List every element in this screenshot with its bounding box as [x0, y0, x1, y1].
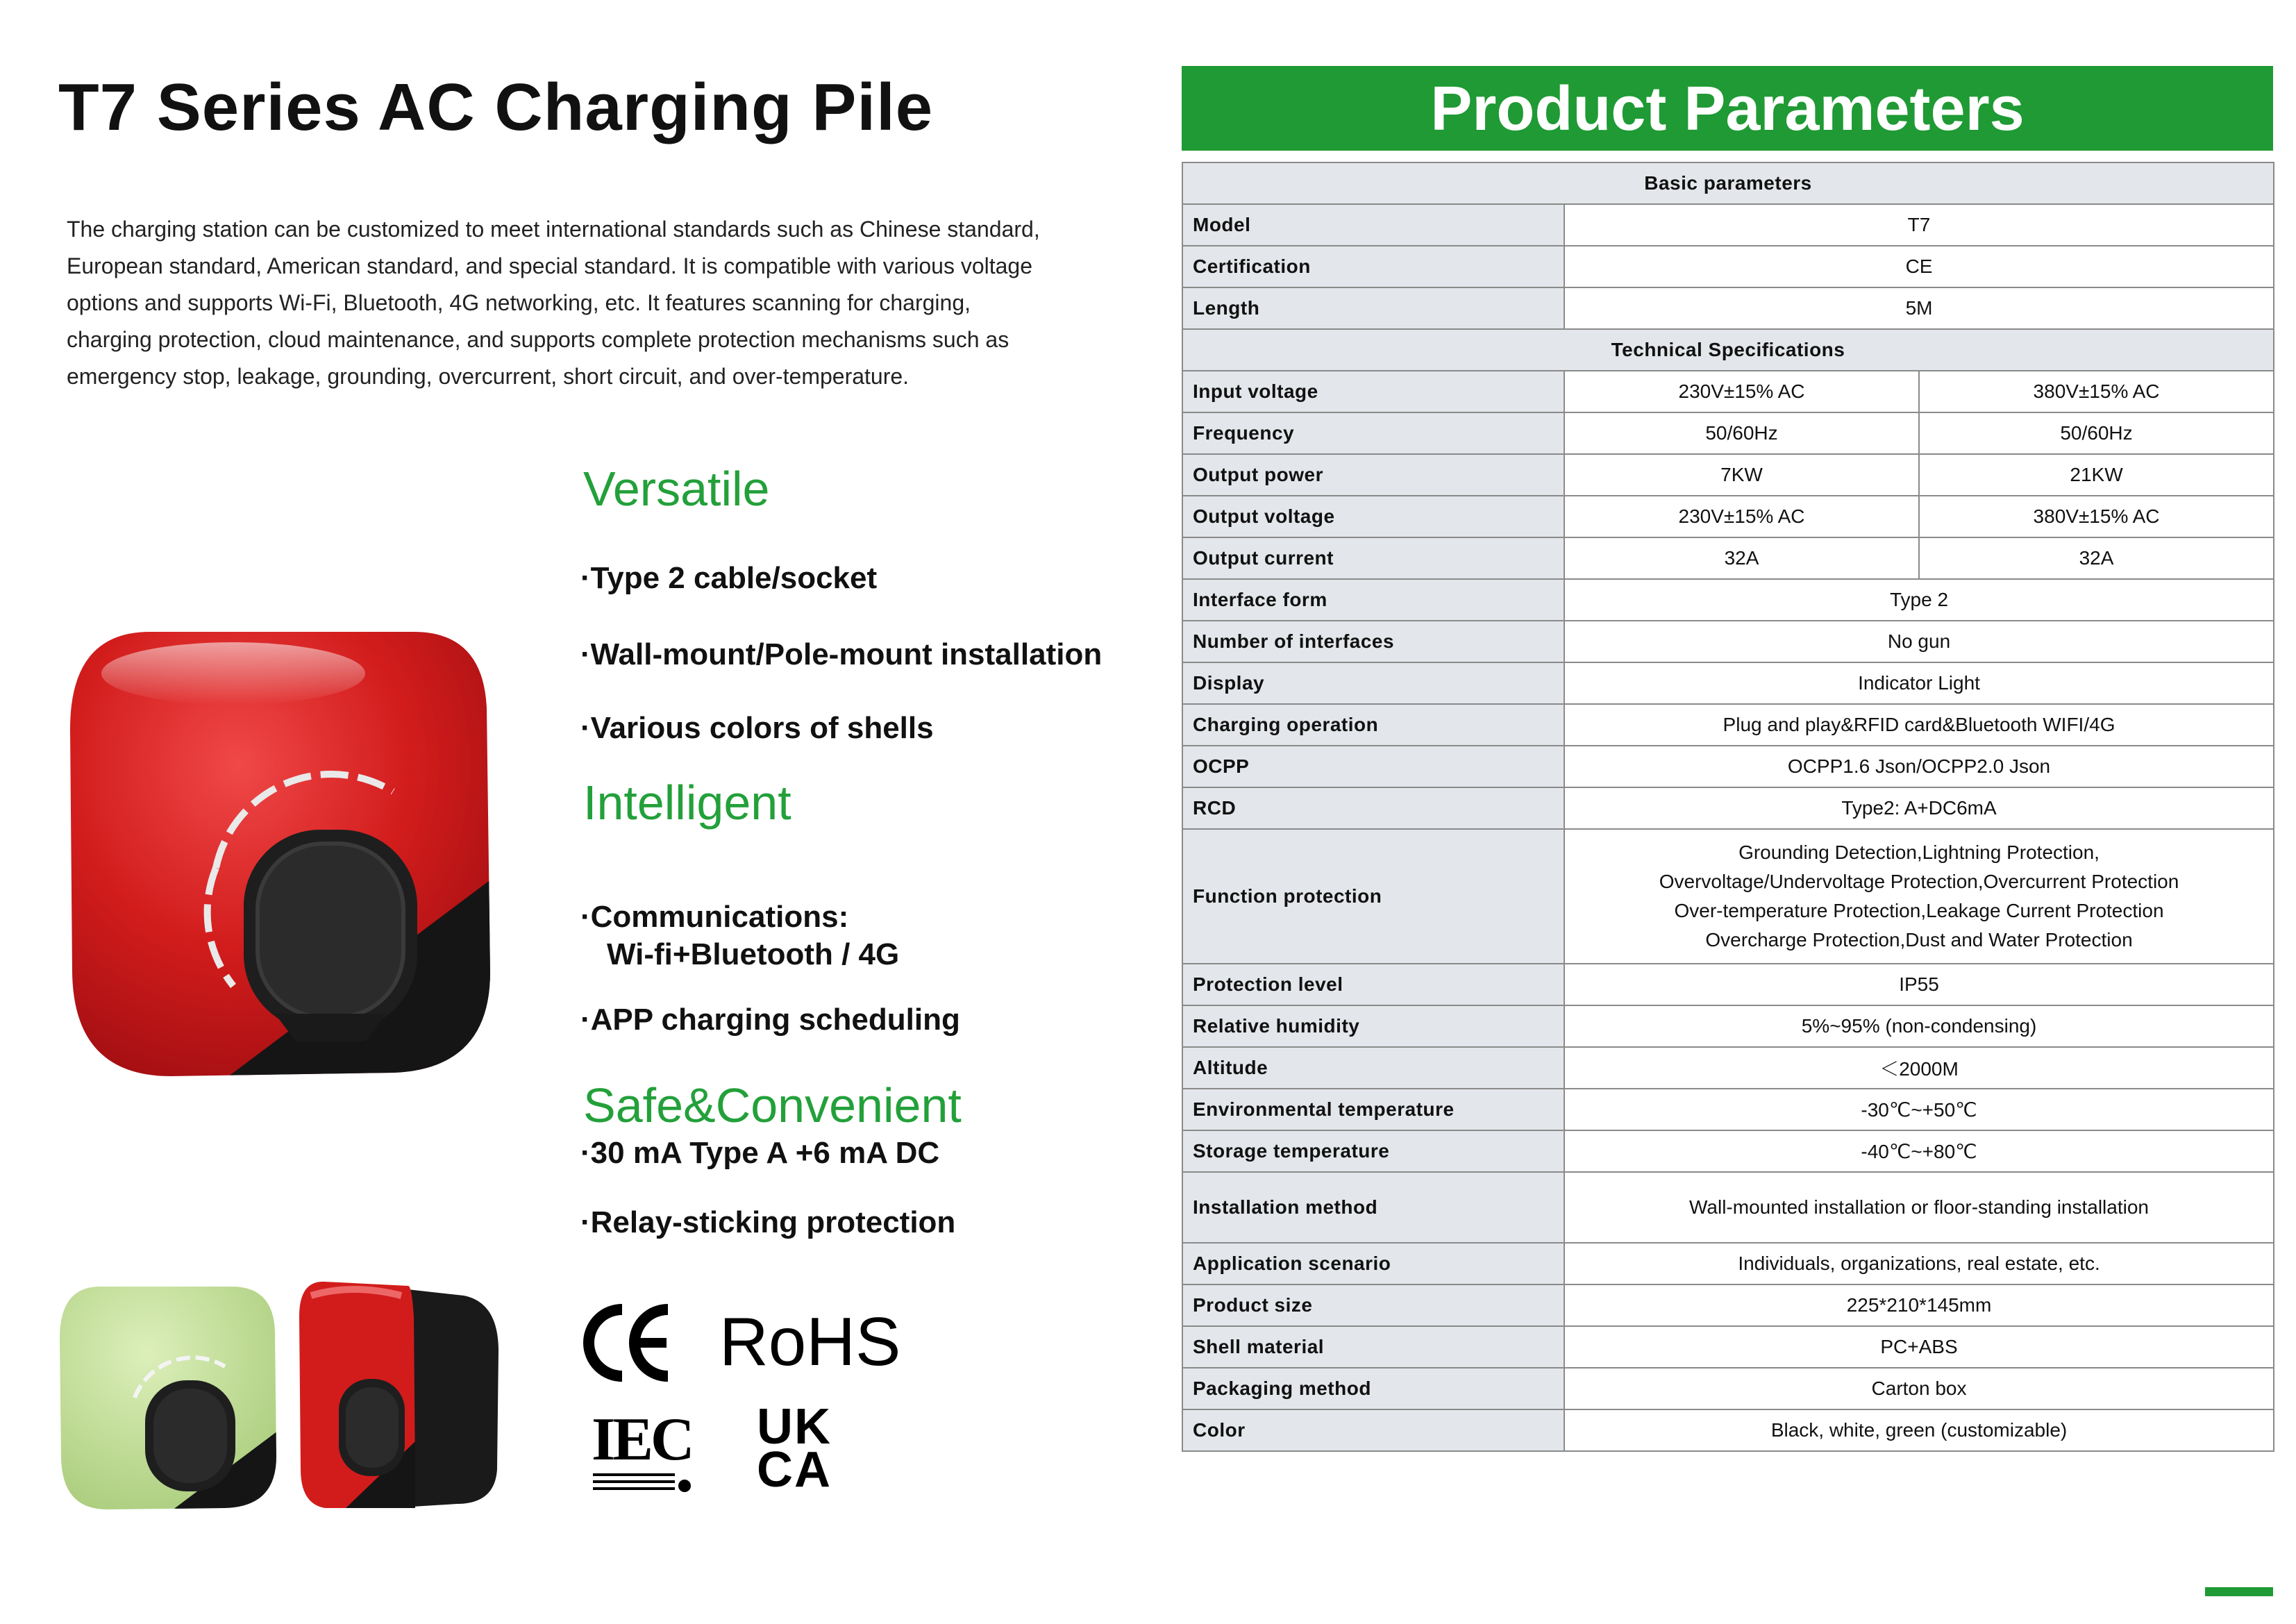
table-row — [1182, 964, 2274, 1005]
row-label: Display — [1182, 662, 1564, 704]
row-value: Wall-mounted installation or floor-standing installation — [1564, 1172, 2274, 1243]
table-row — [1182, 287, 2274, 329]
row-value: IP55 — [1564, 964, 2274, 1005]
row-value: ＜2000M — [1564, 1047, 2274, 1089]
value-line: Over-temperature Protection,Leakage Current Protection — [1674, 900, 2164, 921]
row-value: PC+ABS — [1564, 1326, 2274, 1368]
row-label: Output voltage — [1182, 496, 1564, 537]
table-row — [1182, 621, 2274, 662]
feature-item: ·Wall-mount/Pole-mount installation — [580, 637, 1103, 671]
row-value: No gun — [1564, 621, 2274, 662]
table-row — [1182, 1368, 2274, 1409]
section-heading: Basic parameters — [1182, 162, 2274, 204]
row-value-7kw: 230V±15% AC — [1564, 496, 1919, 537]
table-row — [1182, 1089, 2274, 1130]
section-heading: Technical Specifications — [1182, 329, 2274, 371]
table-section-row — [1182, 329, 2274, 371]
feature-item: ·Communications: — [580, 900, 849, 934]
row-label: OCPP — [1182, 746, 1564, 787]
row-label: Frequency — [1182, 412, 1564, 454]
spec-table — [1182, 162, 2274, 1452]
row-label: Interface form — [1182, 579, 1564, 621]
row-value: T7 — [1564, 204, 2274, 246]
table-row — [1182, 746, 2274, 787]
row-value-21kw: 50/60Hz — [1919, 412, 2274, 454]
row-label: Packaging method — [1182, 1368, 1564, 1409]
table-section-row — [1182, 162, 2274, 204]
row-value: OCPP1.6 Json/OCPP2.0 Json — [1564, 746, 2274, 787]
feature-item: ·30 mA Type A +6 mA DC — [580, 1136, 940, 1170]
row-label: Product size — [1182, 1284, 1564, 1326]
row-value: 5%~95% (non-condensing) — [1564, 1005, 2274, 1047]
row-value: Indicator Light — [1564, 662, 2274, 704]
table-row — [1182, 579, 2274, 621]
row-value: Carton box — [1564, 1368, 2274, 1409]
feature-item: ·APP charging scheduling — [580, 1003, 960, 1037]
table-row — [1182, 1326, 2274, 1368]
feature-item: ·Type 2 cable/socket — [580, 561, 878, 595]
row-label: Environmental temperature — [1182, 1089, 1564, 1130]
row-label: Charging operation — [1182, 704, 1564, 746]
charger-red-side-image — [297, 1275, 503, 1511]
value-line: Overcharge Protection,Dust and Water Protection — [1705, 929, 2133, 951]
row-value: Plug and play&RFID card&Bluetooth WIFI/4G — [1564, 704, 2274, 746]
row-label: Shell material — [1182, 1326, 1564, 1368]
row-label: Installation method — [1182, 1172, 1564, 1243]
table-row — [1182, 1172, 2274, 1243]
row-value: CE — [1564, 246, 2274, 287]
ukca-logo — [757, 1399, 832, 1498]
feature-item-continued: Wi-fi+Bluetooth / 4G — [607, 937, 900, 971]
ce-logo — [582, 1303, 673, 1383]
table-row — [1182, 1409, 2274, 1451]
row-value: 5M — [1564, 287, 2274, 329]
charger-red-main-image — [67, 625, 497, 1083]
row-value-21kw: 21KW — [1919, 454, 2274, 496]
table-row — [1182, 1005, 2274, 1047]
table-row — [1182, 246, 2274, 287]
value-line: Grounding Detection,Lightning Protection, — [1738, 842, 2100, 863]
intro-paragraph: The charging station can be customized to meet international standards such as Chinese standard, European standard, American standard, and special standard. It is compatible with various voltage options and supports Wi-Fi, Bluetooth, 4G networking, etc. It features scanning for charging, charging protection, cloud maintenance, and supports complete protection mechanisms such as emergency stop, leakage, grounding, overcurrent, short circuit, and over-temperature. — [67, 217, 1040, 389]
row-label: Output power — [1182, 454, 1564, 496]
page-title: T7 Series AC Charging Pile — [58, 70, 934, 144]
row-value: Type 2 — [1564, 579, 2274, 621]
row-value-21kw: 32A — [1919, 537, 2274, 579]
feature-item: ·Relay-sticking protection — [580, 1205, 956, 1239]
feature-item: ·Various colors of shells — [580, 711, 934, 745]
table-row — [1182, 1047, 2274, 1089]
table-row — [1182, 1284, 2274, 1326]
table-row — [1182, 537, 2274, 579]
iec-logo-text: IEC — [592, 1406, 692, 1473]
row-value-21kw: 380V±15% AC — [1919, 496, 2274, 537]
row-label: Application scenario — [1182, 1243, 1564, 1284]
row-label: Storage temperature — [1182, 1130, 1564, 1172]
row-value-7kw: 32A — [1564, 537, 1919, 579]
row-label: Certification — [1182, 246, 1564, 287]
row-label: Number of interfaces — [1182, 621, 1564, 662]
row-label: Protection level — [1182, 964, 1564, 1005]
charger-green-image — [58, 1283, 280, 1512]
row-value-7kw: 230V±15% AC — [1564, 371, 1919, 412]
rohs-logo: RoHS — [719, 1303, 901, 1380]
iec-logo — [592, 1406, 696, 1499]
row-label: Model — [1182, 204, 1564, 246]
ukca-logo-top: UK — [757, 1399, 832, 1455]
product-parameters-banner: Product Parameters — [1182, 66, 2273, 151]
row-label: Altitude — [1182, 1047, 1564, 1089]
row-label: RCD — [1182, 787, 1564, 829]
table-row — [1182, 454, 2274, 496]
row-label: Input voltage — [1182, 371, 1564, 412]
row-value: 225*210*145mm — [1564, 1284, 2274, 1326]
row-value-7kw: 7KW — [1564, 454, 1919, 496]
row-value: -40℃~+80℃ — [1564, 1130, 2274, 1172]
row-label: Length — [1182, 287, 1564, 329]
row-value-21kw: 380V±15% AC — [1919, 371, 2274, 412]
row-value-multiline — [1564, 829, 2274, 964]
table-row — [1182, 204, 2274, 246]
row-value: Black, white, green (customizable) — [1564, 1409, 2274, 1451]
table-row — [1182, 371, 2274, 412]
row-label: Function protection — [1182, 829, 1564, 964]
table-row — [1182, 787, 2274, 829]
table-row — [1182, 1243, 2274, 1284]
table-row — [1182, 704, 2274, 746]
heading-versatile: Versatile — [583, 462, 770, 516]
row-value: Type2: A+DC6mA — [1564, 787, 2274, 829]
row-value: Individuals, organizations, real estate, etc. — [1564, 1243, 2274, 1284]
ukca-logo-bottom: CA — [757, 1442, 832, 1498]
iec-logo-lines — [592, 1471, 693, 1496]
value-line: Overvoltage/Undervoltage Protection,Overcurrent Protection — [1659, 871, 2179, 892]
heading-intelligent: Intelligent — [583, 776, 791, 830]
corner-accent-bar — [2205, 1587, 2273, 1596]
row-label: Output current — [1182, 537, 1564, 579]
table-row — [1182, 829, 2274, 964]
table-row — [1182, 662, 2274, 704]
row-value: -30℃~+50℃ — [1564, 1089, 2274, 1130]
row-value-7kw: 50/60Hz — [1564, 412, 1919, 454]
row-label: Color — [1182, 1409, 1564, 1451]
table-row — [1182, 496, 2274, 537]
heading-safe-convenient: Safe&Convenient — [583, 1078, 962, 1132]
table-row — [1182, 1130, 2274, 1172]
row-label: Relative humidity — [1182, 1005, 1564, 1047]
table-row — [1182, 412, 2274, 454]
